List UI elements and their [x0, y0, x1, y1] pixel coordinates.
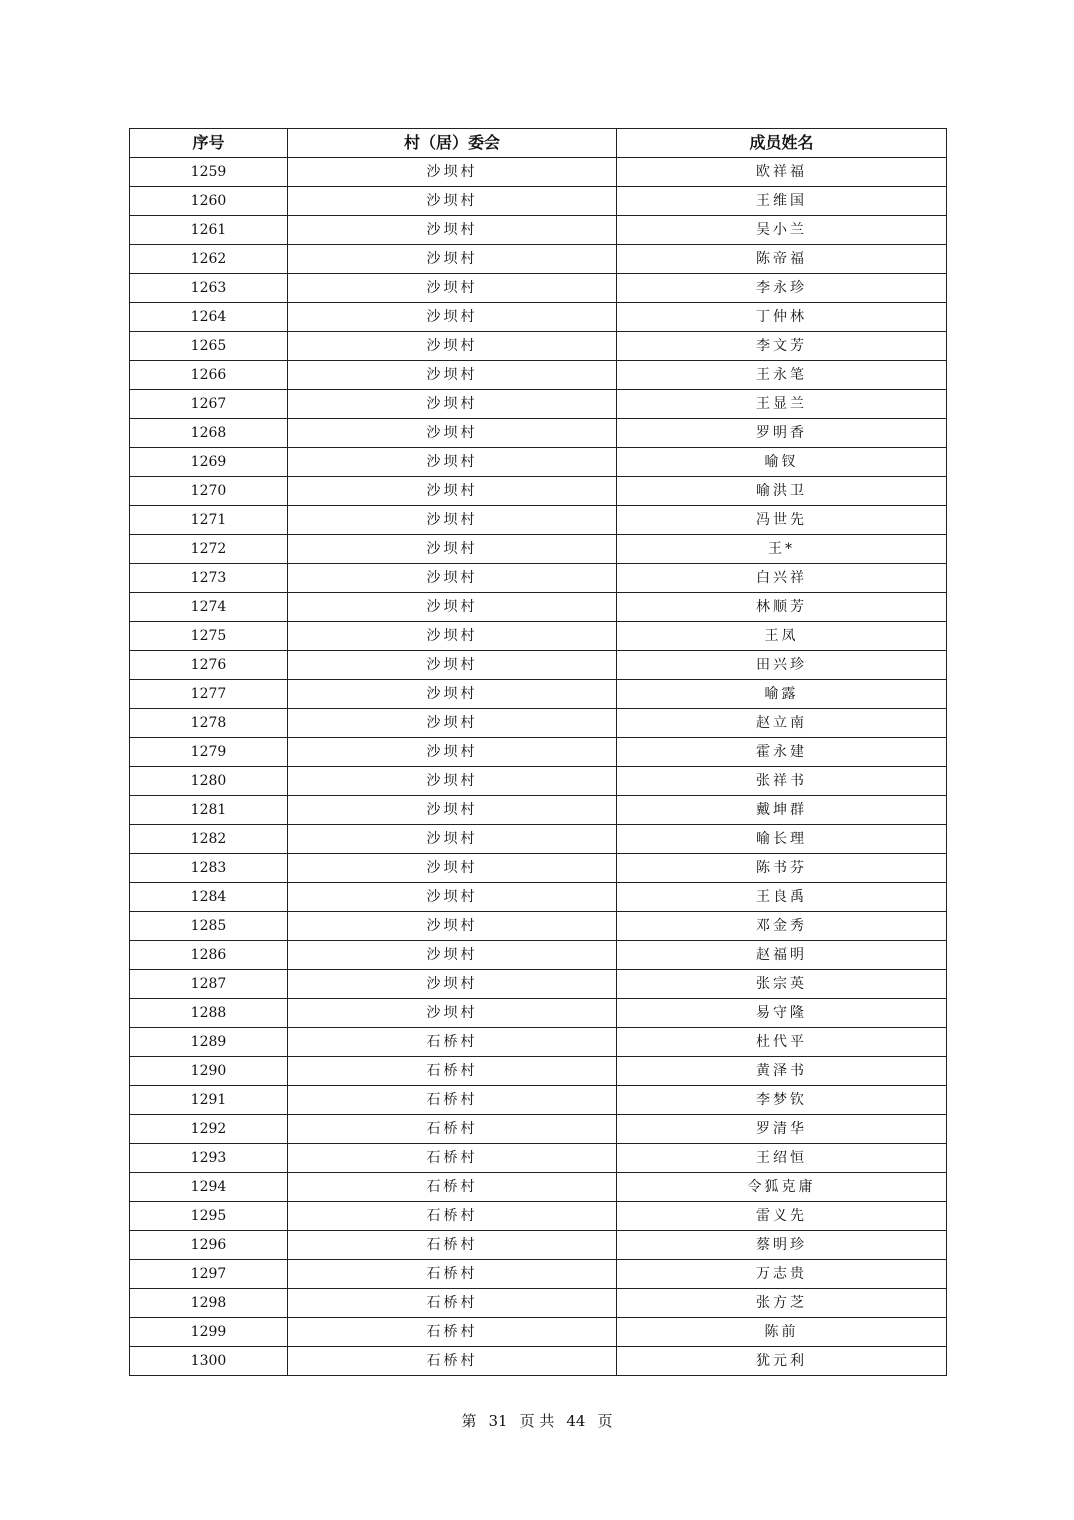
cell-member-name: 万志贵 — [617, 1260, 947, 1289]
cell-index: 1259 — [130, 158, 288, 187]
header-member-name: 成员姓名 — [617, 129, 947, 158]
cell-index: 1283 — [130, 854, 288, 883]
table-row — [130, 883, 947, 912]
table-row — [130, 1347, 947, 1376]
cell-member-name: 喻洪卫 — [617, 477, 947, 506]
table-row — [130, 1086, 947, 1115]
cell-committee: 沙坝村 — [288, 390, 617, 419]
cell-committee: 沙坝村 — [288, 303, 617, 332]
cell-member-name: 雷义先 — [617, 1202, 947, 1231]
table-row — [130, 593, 947, 622]
table-row — [130, 941, 947, 970]
cell-index: 1281 — [130, 796, 288, 825]
footer-total-pages: 44 — [566, 1412, 586, 1430]
table-row — [130, 1289, 947, 1318]
cell-committee: 沙坝村 — [288, 941, 617, 970]
table-row — [130, 245, 947, 274]
cell-committee: 沙坝村 — [288, 912, 617, 941]
table-row — [130, 448, 947, 477]
table-row — [130, 796, 947, 825]
cell-member-name: 喻露 — [617, 680, 947, 709]
cell-committee: 沙坝村 — [288, 419, 617, 448]
table-row — [130, 1057, 947, 1086]
cell-index: 1294 — [130, 1173, 288, 1202]
footer-current-page: 31 — [488, 1412, 508, 1430]
cell-committee: 沙坝村 — [288, 477, 617, 506]
cell-committee: 石桥村 — [288, 1057, 617, 1086]
table-row — [130, 477, 947, 506]
cell-member-name: 张宗英 — [617, 970, 947, 999]
cell-committee: 沙坝村 — [288, 361, 617, 390]
cell-index: 1288 — [130, 999, 288, 1028]
cell-member-name: 陈帝福 — [617, 245, 947, 274]
cell-committee: 石桥村 — [288, 1231, 617, 1260]
cell-committee: 石桥村 — [288, 1260, 617, 1289]
footer-prefix: 第 — [461, 1412, 477, 1430]
cell-index: 1285 — [130, 912, 288, 941]
header-index: 序号 — [130, 129, 288, 158]
cell-committee: 沙坝村 — [288, 245, 617, 274]
cell-committee: 沙坝村 — [288, 216, 617, 245]
cell-index: 1289 — [130, 1028, 288, 1057]
cell-committee: 沙坝村 — [288, 158, 617, 187]
table-row — [130, 390, 947, 419]
cell-member-name: 王永笔 — [617, 361, 947, 390]
table-row — [130, 1202, 947, 1231]
cell-member-name: 罗清华 — [617, 1115, 947, 1144]
table-row — [130, 680, 947, 709]
cell-committee: 沙坝村 — [288, 506, 617, 535]
table-row — [130, 361, 947, 390]
footer-mid: 页 共 — [519, 1412, 555, 1430]
cell-member-name: 冯世先 — [617, 506, 947, 535]
cell-index: 1261 — [130, 216, 288, 245]
table-row — [130, 419, 947, 448]
table-row — [130, 912, 947, 941]
cell-member-name: 王显兰 — [617, 390, 947, 419]
table-row — [130, 1260, 947, 1289]
cell-committee: 沙坝村 — [288, 564, 617, 593]
cell-committee: 石桥村 — [288, 1289, 617, 1318]
cell-index: 1268 — [130, 419, 288, 448]
cell-member-name: 王绍恒 — [617, 1144, 947, 1173]
cell-member-name: 赵立南 — [617, 709, 947, 738]
cell-index: 1274 — [130, 593, 288, 622]
table-row — [130, 506, 947, 535]
cell-index: 1260 — [130, 187, 288, 216]
cell-committee: 石桥村 — [288, 1318, 617, 1347]
cell-committee: 沙坝村 — [288, 738, 617, 767]
cell-committee: 沙坝村 — [288, 825, 617, 854]
table-row — [130, 622, 947, 651]
cell-index: 1275 — [130, 622, 288, 651]
cell-index: 1276 — [130, 651, 288, 680]
cell-member-name: 犹元利 — [617, 1347, 947, 1376]
cell-committee: 沙坝村 — [288, 970, 617, 999]
table-row — [130, 854, 947, 883]
cell-index: 1267 — [130, 390, 288, 419]
cell-committee: 石桥村 — [288, 1173, 617, 1202]
cell-member-name: 李梦钦 — [617, 1086, 947, 1115]
cell-member-name: 黄泽书 — [617, 1057, 947, 1086]
cell-member-name: 王* — [617, 535, 947, 564]
cell-index: 1295 — [130, 1202, 288, 1231]
cell-member-name: 张方芝 — [617, 1289, 947, 1318]
cell-committee: 沙坝村 — [288, 709, 617, 738]
cell-member-name: 白兴祥 — [617, 564, 947, 593]
cell-member-name: 邓金秀 — [617, 912, 947, 941]
cell-index: 1270 — [130, 477, 288, 506]
cell-member-name: 赵福明 — [617, 941, 947, 970]
cell-member-name: 杜代平 — [617, 1028, 947, 1057]
table-row — [130, 1115, 947, 1144]
table-row — [130, 1173, 947, 1202]
cell-member-name: 王凤 — [617, 622, 947, 651]
cell-committee: 沙坝村 — [288, 999, 617, 1028]
table-row — [130, 187, 947, 216]
cell-committee: 沙坝村 — [288, 274, 617, 303]
cell-index: 1271 — [130, 506, 288, 535]
cell-member-name: 令狐克庸 — [617, 1173, 947, 1202]
cell-index: 1292 — [130, 1115, 288, 1144]
header-committee: 村（居）委会 — [288, 129, 617, 158]
cell-member-name: 田兴珍 — [617, 651, 947, 680]
cell-member-name: 李永珍 — [617, 274, 947, 303]
cell-index: 1284 — [130, 883, 288, 912]
cell-committee: 沙坝村 — [288, 535, 617, 564]
cell-index: 1286 — [130, 941, 288, 970]
cell-committee: 沙坝村 — [288, 796, 617, 825]
cell-index: 1272 — [130, 535, 288, 564]
cell-index: 1265 — [130, 332, 288, 361]
cell-index: 1298 — [130, 1289, 288, 1318]
cell-index: 1300 — [130, 1347, 288, 1376]
cell-committee: 沙坝村 — [288, 854, 617, 883]
cell-index: 1269 — [130, 448, 288, 477]
cell-index: 1290 — [130, 1057, 288, 1086]
cell-index: 1277 — [130, 680, 288, 709]
cell-committee: 沙坝村 — [288, 651, 617, 680]
cell-member-name: 陈书芬 — [617, 854, 947, 883]
cell-member-name: 罗明香 — [617, 419, 947, 448]
table-row — [130, 303, 947, 332]
page-footer — [0, 1410, 1074, 1431]
member-table — [129, 128, 947, 1376]
cell-index: 1287 — [130, 970, 288, 999]
cell-committee: 沙坝村 — [288, 448, 617, 477]
cell-committee: 沙坝村 — [288, 332, 617, 361]
cell-member-name: 戴坤群 — [617, 796, 947, 825]
cell-index: 1299 — [130, 1318, 288, 1347]
cell-index: 1264 — [130, 303, 288, 332]
table-row — [130, 709, 947, 738]
cell-index: 1280 — [130, 767, 288, 796]
table-row — [130, 564, 947, 593]
table-row — [130, 825, 947, 854]
cell-member-name: 欧祥福 — [617, 158, 947, 187]
cell-member-name: 霍永建 — [617, 738, 947, 767]
cell-committee: 石桥村 — [288, 1115, 617, 1144]
cell-index: 1266 — [130, 361, 288, 390]
cell-index: 1296 — [130, 1231, 288, 1260]
cell-member-name: 王维国 — [617, 187, 947, 216]
table-body — [130, 158, 947, 1376]
cell-committee: 沙坝村 — [288, 593, 617, 622]
table-row — [130, 1231, 947, 1260]
cell-committee: 沙坝村 — [288, 883, 617, 912]
cell-index: 1282 — [130, 825, 288, 854]
table-row — [130, 216, 947, 245]
cell-index: 1263 — [130, 274, 288, 303]
footer-suffix: 页 — [597, 1412, 613, 1430]
cell-committee: 石桥村 — [288, 1202, 617, 1231]
table-row — [130, 999, 947, 1028]
cell-committee: 沙坝村 — [288, 622, 617, 651]
table-row — [130, 767, 947, 796]
cell-index: 1278 — [130, 709, 288, 738]
cell-committee: 沙坝村 — [288, 187, 617, 216]
table-row — [130, 274, 947, 303]
cell-member-name: 陈前 — [617, 1318, 947, 1347]
cell-member-name: 易守隆 — [617, 999, 947, 1028]
cell-committee: 石桥村 — [288, 1347, 617, 1376]
cell-member-name: 王良禹 — [617, 883, 947, 912]
cell-member-name: 蔡明珍 — [617, 1231, 947, 1260]
table-row — [130, 738, 947, 767]
cell-index: 1293 — [130, 1144, 288, 1173]
table-row — [130, 1318, 947, 1347]
cell-index: 1279 — [130, 738, 288, 767]
cell-member-name: 喻钗 — [617, 448, 947, 477]
cell-index: 1291 — [130, 1086, 288, 1115]
cell-committee: 石桥村 — [288, 1144, 617, 1173]
cell-committee: 石桥村 — [288, 1086, 617, 1115]
cell-index: 1262 — [130, 245, 288, 274]
cell-member-name: 吴小兰 — [617, 216, 947, 245]
table-row — [130, 651, 947, 680]
cell-member-name: 林顺芳 — [617, 593, 947, 622]
table-row — [130, 158, 947, 187]
cell-committee: 沙坝村 — [288, 680, 617, 709]
cell-member-name: 张祥书 — [617, 767, 947, 796]
table-row — [130, 535, 947, 564]
table-row — [130, 332, 947, 361]
cell-committee: 石桥村 — [288, 1028, 617, 1057]
table-row — [130, 1144, 947, 1173]
cell-member-name: 丁仲林 — [617, 303, 947, 332]
table-header-row — [130, 129, 947, 158]
cell-member-name: 喻长理 — [617, 825, 947, 854]
cell-index: 1273 — [130, 564, 288, 593]
table-row — [130, 1028, 947, 1057]
cell-member-name: 李文芳 — [617, 332, 947, 361]
cell-index: 1297 — [130, 1260, 288, 1289]
table-row — [130, 970, 947, 999]
cell-committee: 沙坝村 — [288, 767, 617, 796]
